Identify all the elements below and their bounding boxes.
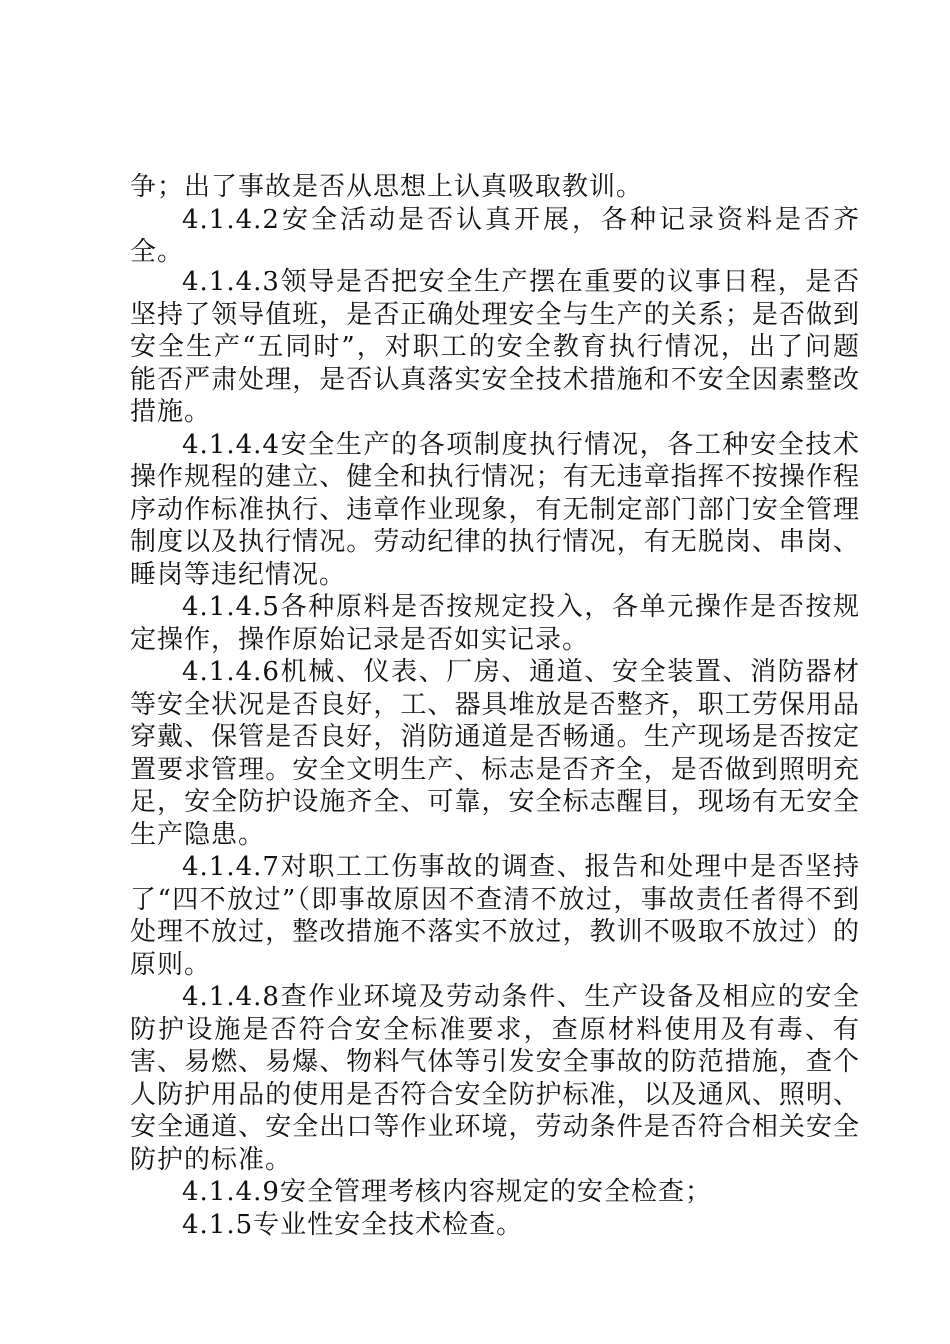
paragraph-4-1-5: 4.1.5专业性安全技术检查。 — [182, 1209, 524, 1240]
text-block-top — [130, 171, 860, 269]
paragraph-4-1-4-6: 4.1.4.6机械、仪表、厂房、通道、安全装置、消防器材等安全状况是否良好，工、器具堆放是否整齐，职工劳保用品穿戴、保管是否良好，消防通道是否畅通。生产现场是否按定置要求管理。安全文明生产、标志是否齐全，是否做到照明充足，安全防护设施齐全、可靠，安全标志醒目，现场有无安全生产隐患。 — [130, 657, 860, 850]
paragraph-4-1-4-3: 4.1.4.3领导是否把安全生产摆在重要的议事日程，是否坚持了领导值班，是否正确处理安全与生产的关系；是否做到安全生产“五同时”，对职工的安全教育执行情况，出了问题能否严肃处理，是否认真落实安全技术措施和不安全因素整改措施。 — [130, 267, 860, 427]
paragraph-4-1-4-5: 4.1.4.5各种原料是否按规定投入，各单元操作是否按规定操作，操作原始记录是否如实记录。 — [130, 592, 860, 655]
paragraph-4-1-4-4: 4.1.4.4安全生产的各项制度执行情况，各工种安全技术操作规程的建立、健全和执行情况；有无违章指挥不按操作程序动作标准执行、违章作业现象，有无制定部门部门安全管理制度以及执行情况。劳动纪律的执行情况，有无脱岗、串岗、睡岗等违纪情况。 — [130, 429, 860, 590]
paragraph-continuation: 争；出了事故是否从思想上认真吸取教训。 — [130, 172, 644, 202]
paragraph-4-1-4-7: 4.1.4.7对职工工伤事故的调查、报告和处理中是否坚持了“四不放过”（即事故原因不查清不放过，事故责任者得不到处理不放过，整改措施不落实不放过，教训不吸取不放过）的原则。 — [130, 852, 860, 980]
paragraph-4-1-4-8: 4.1.4.8查作业环境及劳动条件、生产设备及相应的安全防护设施是否符合安全标准要求，查原材料使用及有毒、有害、易燃、易爆、物料气体等引发安全事故的防范措施，查个人防护用品的使用是否符合安全防护标准，以及通风、照明、安全通道、安全出口等作业环境，劳动条件是否符合相关安全防护的标准。 — [130, 982, 860, 1175]
paragraph-4-1-4-2: 4.1.4.2安全活动是否认真开展，各种记录资料是否齐全。 — [130, 204, 860, 267]
paragraph-4-1-4-9: 4.1.4.9安全管理考核内容规定的安全检查； — [182, 1177, 712, 1207]
text-block-main — [130, 266, 860, 1241]
